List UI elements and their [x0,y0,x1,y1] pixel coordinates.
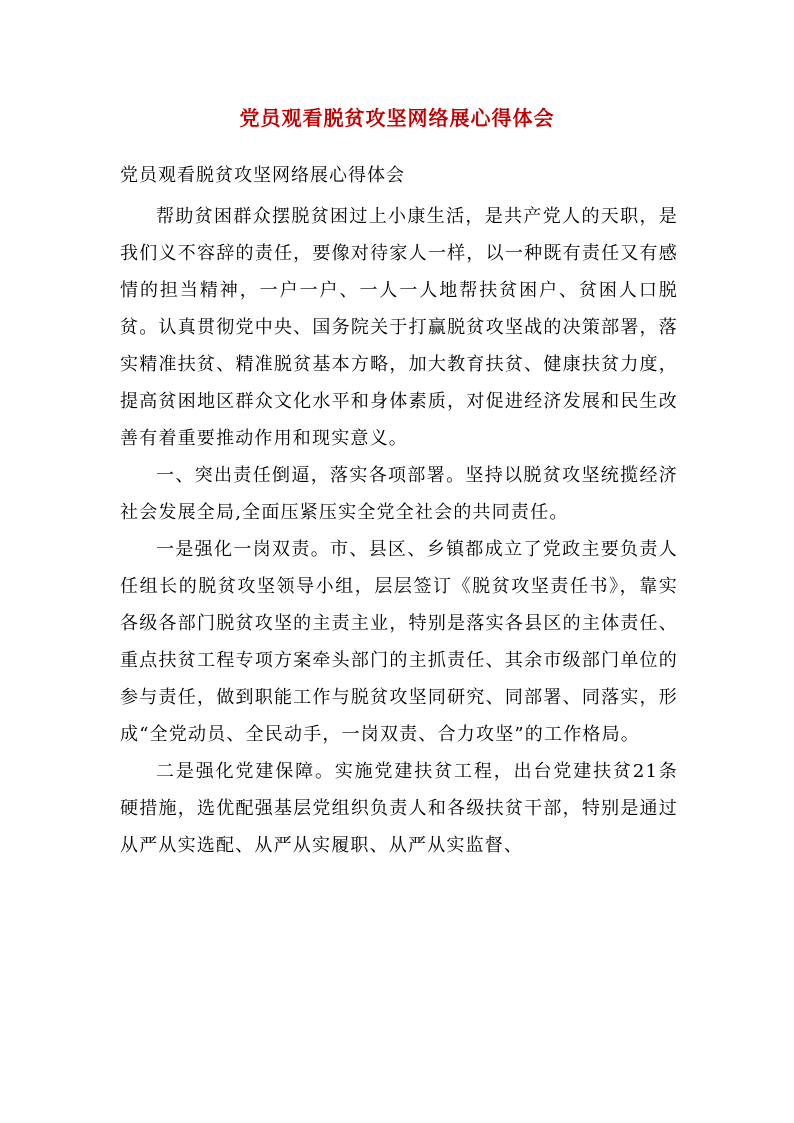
document-body [120,198,678,864]
paragraph: 帮助贫困群众摆脱贫困过上小康生活，是共产党人的天职，是我们义不容辞的责任，要像对待家人一样，以一种既有责任又有感情的担当精神，一户一户、一人一人地帮扶贫困户、贫困人口脱贫。认真贯彻党中央、国务院关于打赢脱贫攻坚战的决策部署，落实精准扶贫、精准脱贫基本方略，加大教育扶贫、健康扶贫力度，提高贫困地区群众文化水平和身体素质，对促进经济发展和民生改善有着重要推动作用和现实意义。 [120,206,678,449]
paragraph: 一、突出责任倒逼，落实各项部署。坚持以脱贫攻坚统揽经济社会发展全局,全面压紧压实全党全社会的共同责任。 [120,465,678,523]
document-subtitle: 党员观看脱贫攻坚网络展心得体会 [120,165,405,186]
paragraph: 一是强化一岗双责。市、县区、乡镇都成立了党政主要负责人任组长的脱贫攻坚领导小组，层层签订《脱贫攻坚责任书》，靠实各级各部门脱贫攻坚的主责主业，特别是落实各县区的主体责任、重点扶贫工程专项方案牵头部门的主抓责任、其余市级部门单位的参与责任，做到职能工作与脱贫攻坚同研究、同部署、同落实，形成“全党动员、全民动手，一岗双责、合力攻坚”的工作格局。 [120,539,678,745]
paragraph: 二是强化党建保障。实施党建扶贫工程，出台党建扶贫21条硬措施，选优配强基层党组织负责人和各级扶贫干部，特别是通过从严从实选配、从严从实履职、从严从实监督、 [120,761,678,856]
document-title: 党员观看脱贫攻坚网络展心得体会 [239,106,555,130]
